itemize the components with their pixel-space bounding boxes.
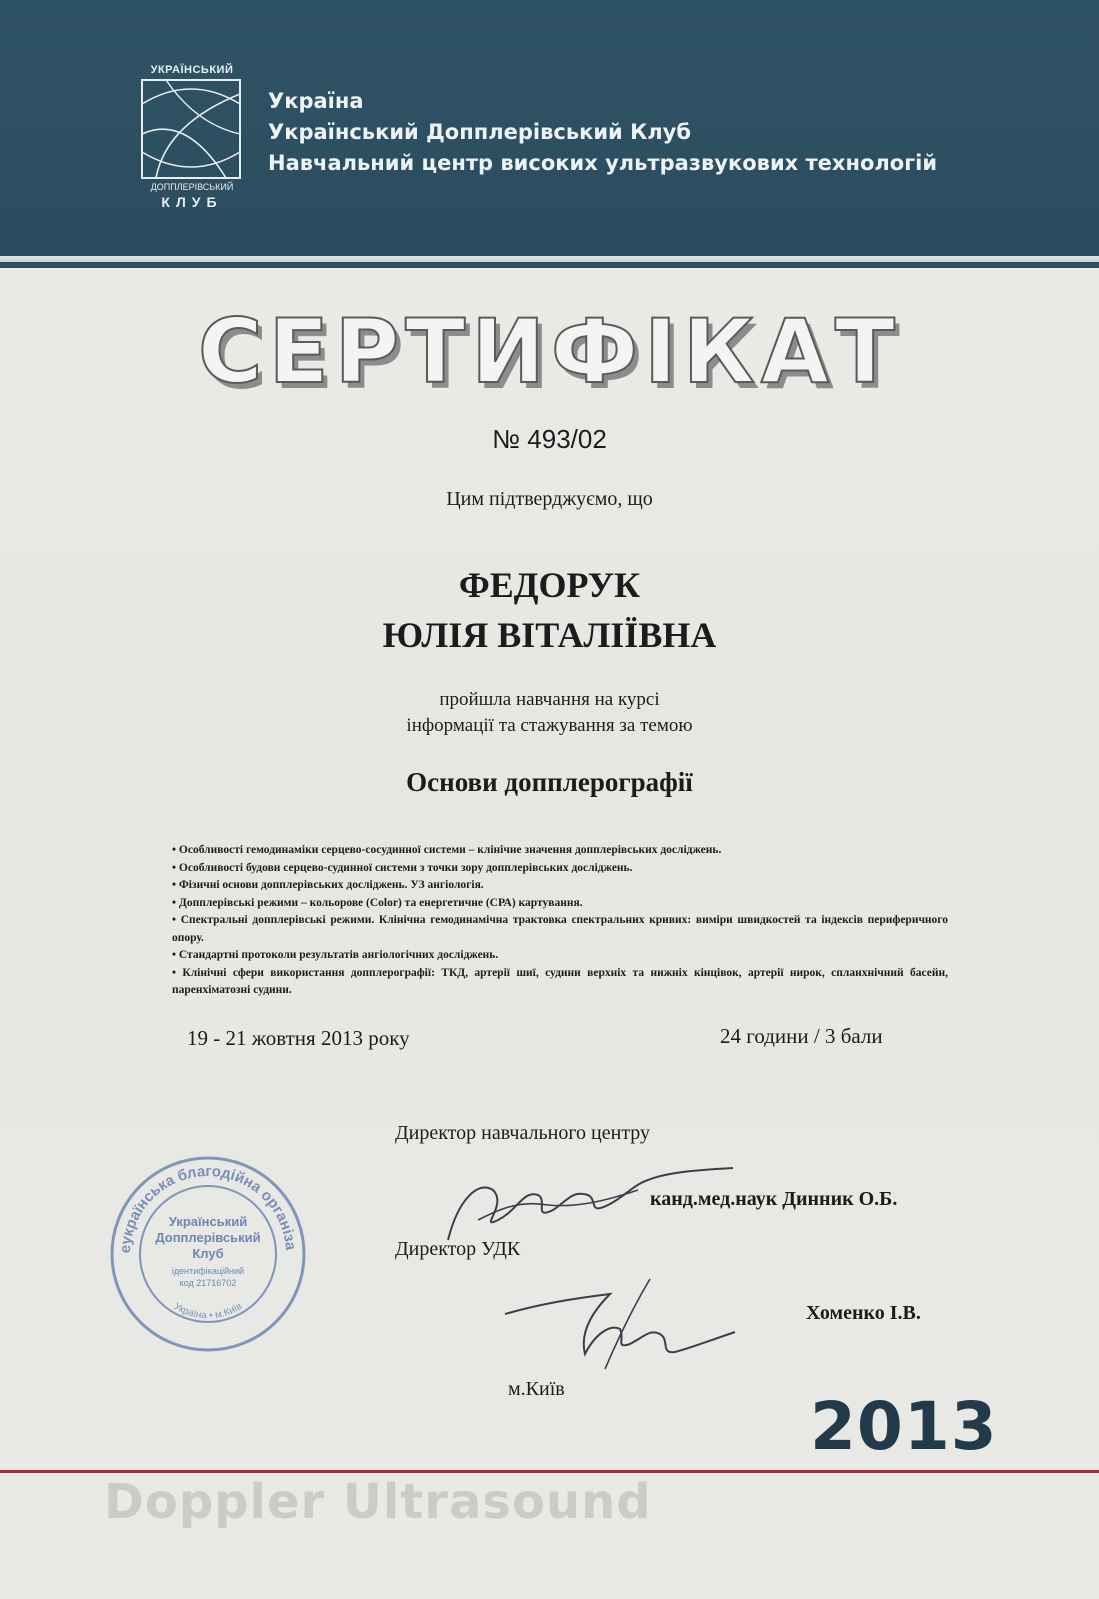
logo-bottom-text: КЛУБ [161,194,223,210]
stamp-seal-icon [108,1154,308,1354]
course-dates: 19 - 21 жовтня 2013 року [187,1026,410,1050]
recipient-given-names: ЮЛІЯ ВІТАЛІЇВНА [382,615,717,655]
course-intro-line-1: пройшла навчання на курсі [439,689,660,710]
list-item: • Фізичні основи допплерівських досліджень. УЗ ангіологія. [172,879,484,891]
year-label: 2013 [810,1388,998,1465]
list-item: • Особливості гемодинаміки серцево-сосудинної системи – клінічне значення допплерівських досліджень. [172,844,722,856]
course-topics-list [172,842,948,1000]
logo-top-text: УКРАЇНСЬКИЙ [150,64,234,76]
recipient-name [0,560,1099,660]
course-hours: 24 години / 3 бали [720,1024,883,1048]
org-country: Україна [268,89,364,113]
confirmation-text: Цим підтверджуємо, що [446,488,653,510]
header-divider [0,256,1099,268]
org-club: Український Допплерівський Клуб [268,120,691,144]
svg-text:код 21716702: код 21716702 [179,1278,237,1288]
logo-middle-text: ДОППЛЕРІВСЬКИЙ [150,182,234,192]
list-item: • Спектральні допплерівські режими. Клінічна гемодинамічна трактовка спектральних кривих: виміри швидкостей та індексів периферичного опору. [172,914,948,944]
list-item: • Стандартні протоколи результатів ангіологічних досліджень. [172,949,499,961]
organization-lines [268,86,937,179]
footer-watermark: Doppler Ultrasound [104,1474,652,1530]
header-band [0,0,1099,256]
doppler-club-logo [136,64,248,214]
org-center: Навчальний центр високих ультразвукових технологій [268,151,938,175]
certificate-number: № 493/02 [492,424,607,454]
director2-title: Директор УДК [395,1238,521,1260]
director1-name: канд.мед.наук Динник О.Б. [650,1188,898,1210]
organization-stamp [108,1154,308,1354]
list-item: • Особливості будови серцево-судинної системи з точки зору допплерівських досліджень. [172,861,633,874]
certificate-title: СЕРТИФІКАТ [198,300,901,403]
svg-text:Український: Український [168,1214,248,1229]
list-item: • Допплерівські режими – кольорове (Color) та енергетичне (СРА) картування. [172,896,583,909]
svg-text:ідентифікаційний: ідентифікаційний [171,1266,245,1276]
director2-signature-icon [500,1274,740,1374]
recipient-surname: ФЕДОРУК [458,565,641,605]
list-item: • Клінічні сфери використання допплерографії: ТКД, артерії шиї, судини верхніх та нижніх кінцівок, артерії нирок, спланхнічний басейн, паренхіматозні судини. [172,966,948,996]
city-label: м.Київ [508,1378,565,1400]
director2-name: Хоменко І.В. [806,1302,921,1324]
svg-text:Всеукраїнська благодійна орган: еукраїнська благодійна організа [116,1162,299,1254]
svg-text:Клуб: Клуб [192,1246,224,1261]
footer-divider [0,1470,1099,1473]
course-topic: Основи допплерографії [406,767,693,797]
course-intro-line-2: інформації та стажування за темою [406,715,693,736]
course-intro [0,687,1099,739]
svg-text:Допплерівський: Допплерівський [155,1230,261,1245]
director1-title: Директор навчального центру [395,1122,651,1144]
svg-text:Україна • м.Київ: Україна • м.Київ [171,1301,245,1322]
